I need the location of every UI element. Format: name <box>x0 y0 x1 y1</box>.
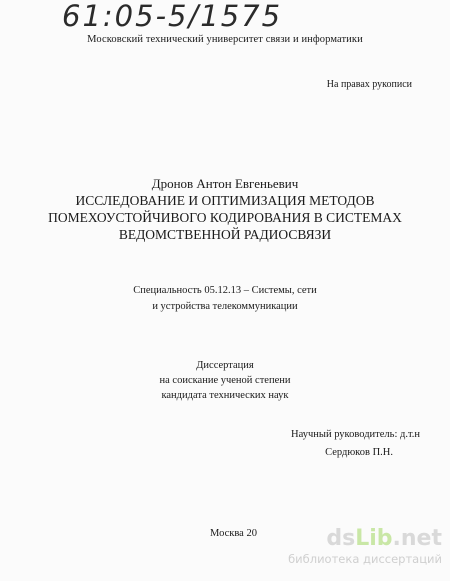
watermark-logo-net: .net <box>392 526 442 551</box>
watermark-logo-lib: Lib <box>355 526 393 551</box>
dissertation-title <box>0 192 450 243</box>
dslib-watermark <box>237 527 442 575</box>
degree-line: кандидата технических наук <box>161 390 289 401</box>
degree-block <box>0 358 450 403</box>
watermark-logo-ds: ds <box>326 526 356 551</box>
title-line: ПОМЕХОУСТОЙЧИВОГО КОДИРОВАНИЯ В СИСТЕМАХ <box>48 210 402 225</box>
specialty-line: и устройства телекоммуникации <box>152 301 298 312</box>
supervisor-block <box>291 426 420 462</box>
degree-line: на соискание ученой степени <box>159 375 291 386</box>
title-line: ВЕДОМСТВЕННОЙ РАДИОСВЯЗИ <box>118 227 332 242</box>
handwritten-archive-number <box>62 0 292 32</box>
specialty-line: Специальность 05.12.13 – Системы, сети <box>133 285 317 296</box>
handwritten-number-graphic <box>62 0 292 32</box>
supervisor-label: Научный руководитель: д.т.н <box>291 429 420 440</box>
university-name: Московский технический университет связи и информатики <box>87 34 363 45</box>
rights-notice: На правах рукописи <box>326 79 412 90</box>
archive-number-text: 61:05-5/1575 <box>62 0 283 32</box>
specialty-block <box>0 283 450 315</box>
supervisor-name: Сердюков П.Н. <box>325 447 393 458</box>
city-year: Москва 20 <box>210 528 257 539</box>
degree-line: Диссертация <box>196 360 254 371</box>
title-line: ИССЛЕДОВАНИЕ И ОПТИМИЗАЦИЯ МЕТОДОВ <box>75 193 375 208</box>
watermark-logo <box>237 527 442 551</box>
author-name: Дронов Антон Евгеньевич <box>151 176 299 191</box>
watermark-tagline: библиотека диссертаций <box>288 552 442 566</box>
